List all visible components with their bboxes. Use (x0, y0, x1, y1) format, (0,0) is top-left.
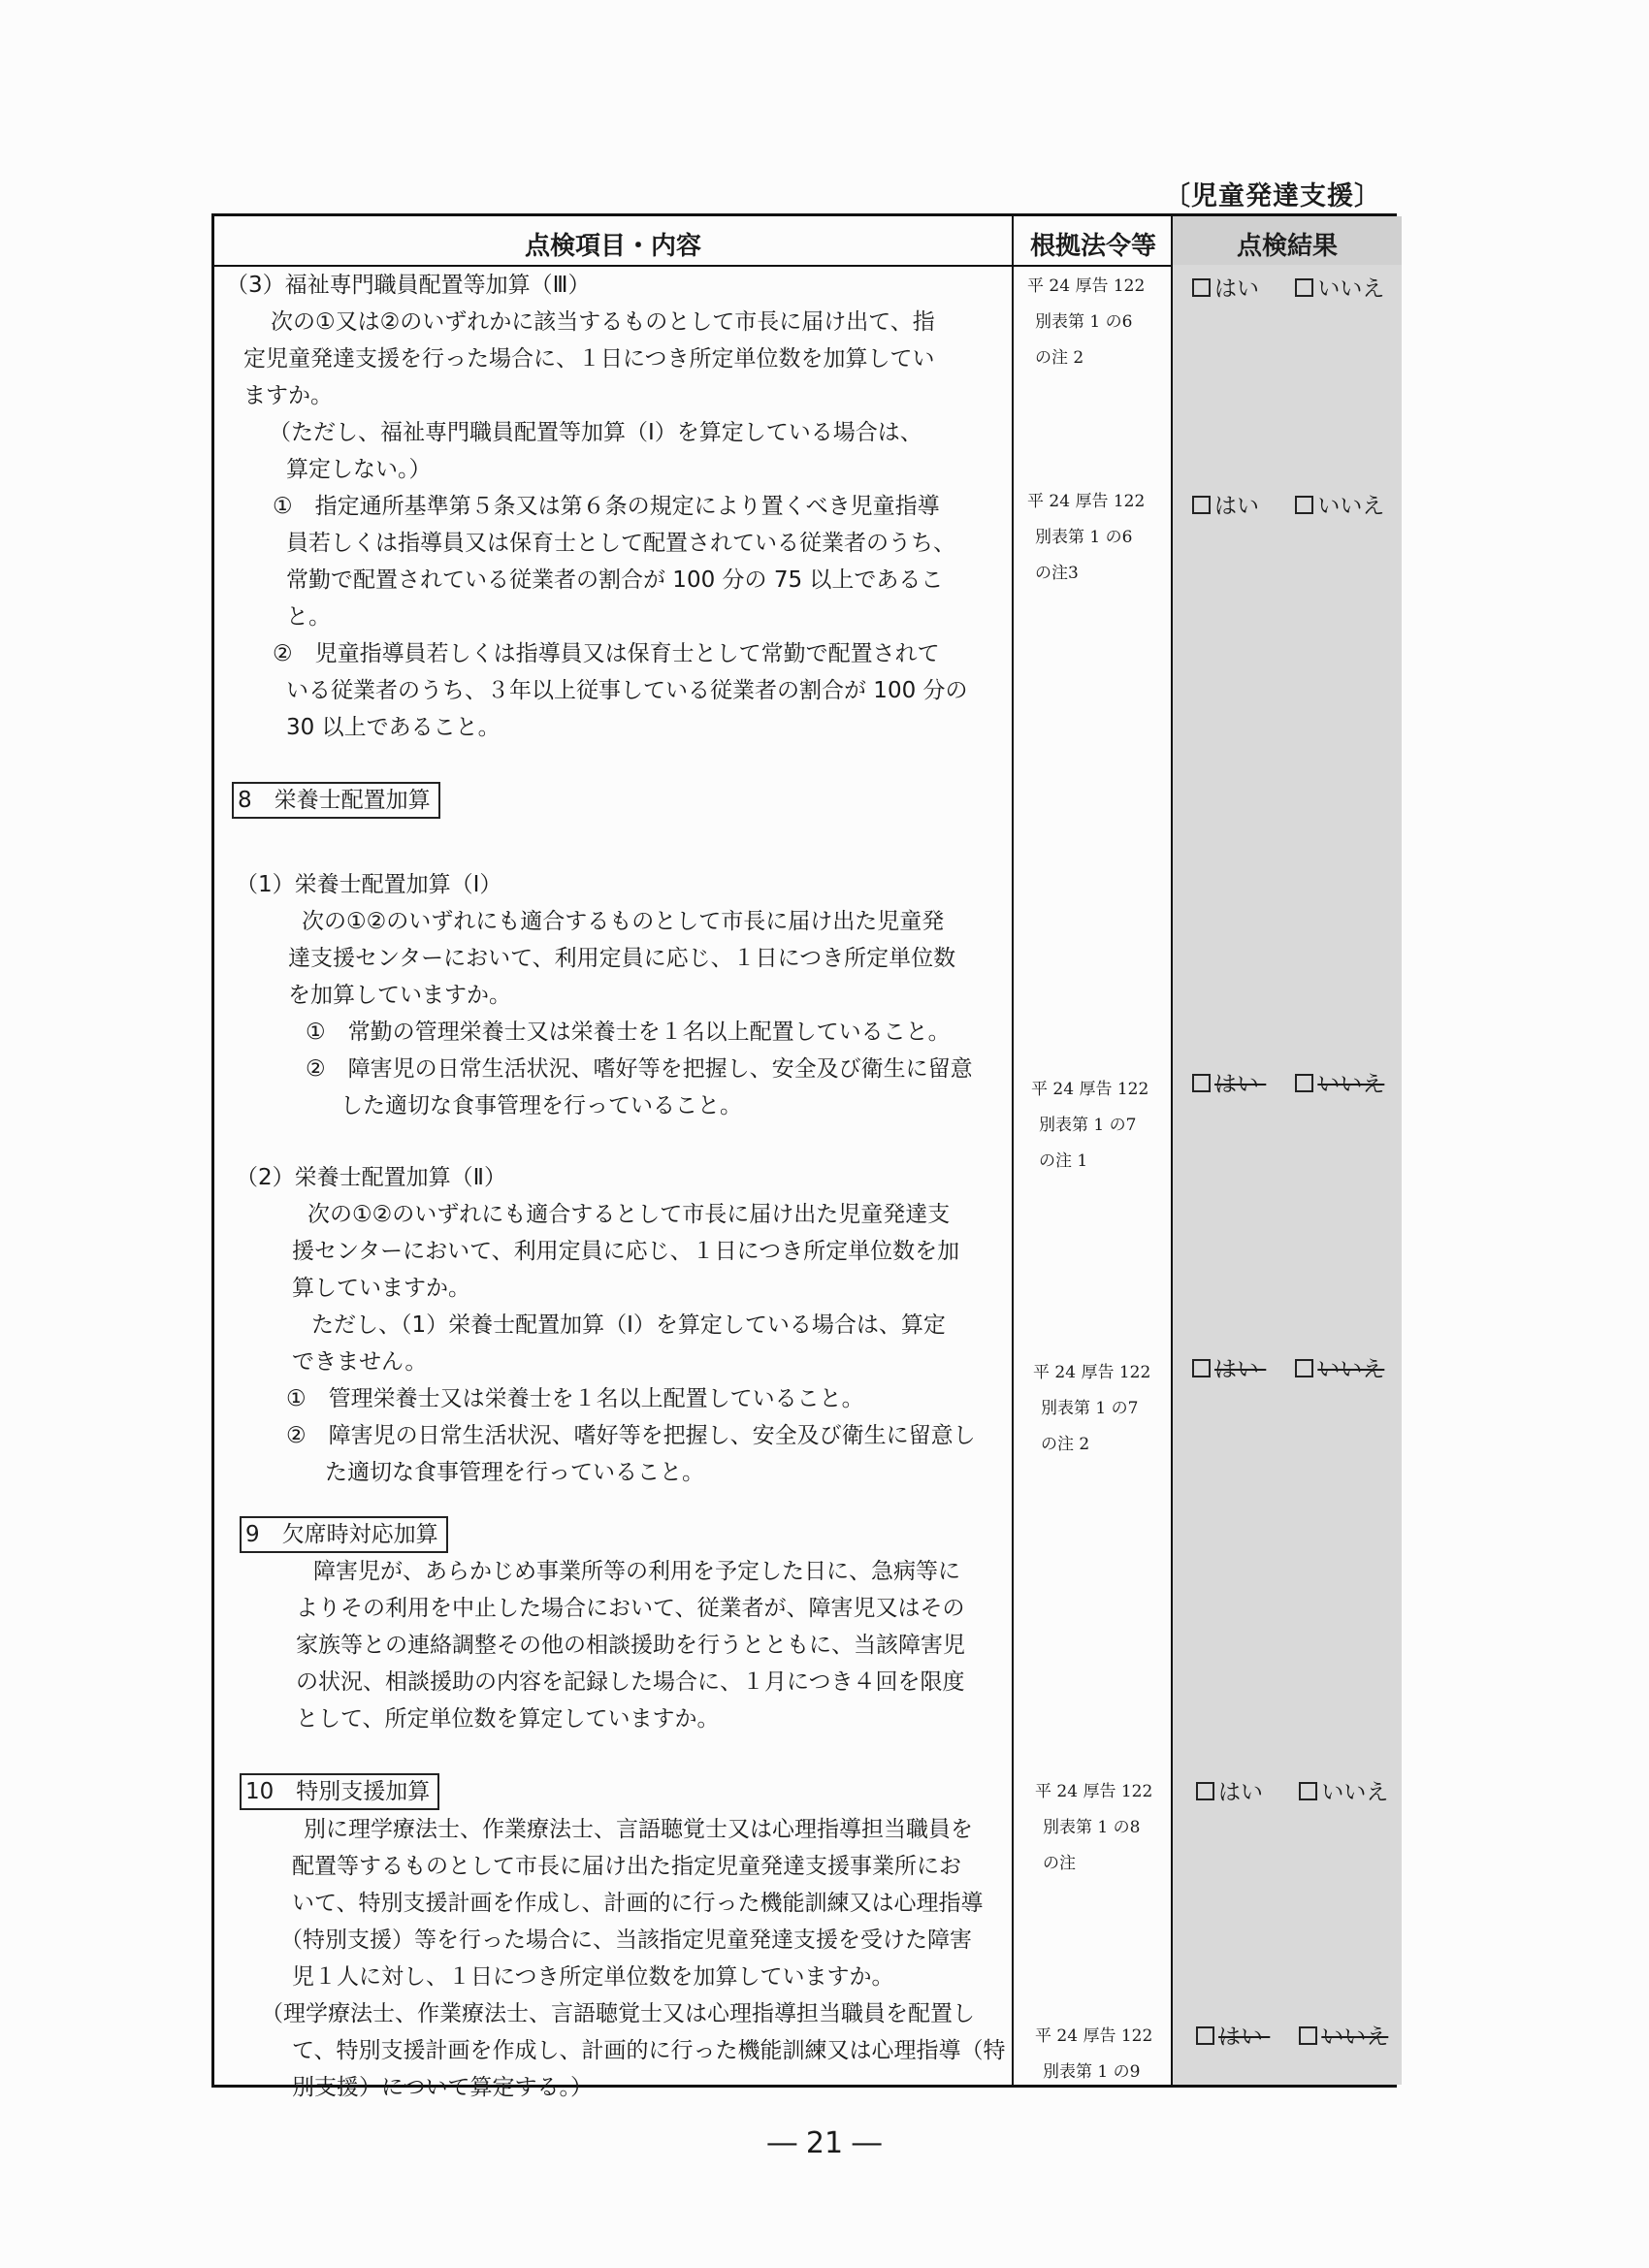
s3-line: 算定しない。） (286, 457, 432, 482)
s10-line: 児１人に対し、１日につき所定単位数を加算していますか。 (292, 1964, 894, 1990)
s9-line: よりその利用を中止した場合において、従業者が、障害児又はその (296, 1596, 965, 1621)
checkbox-no[interactable] (1295, 496, 1313, 514)
result-row-3-struck: はい いいえ (1192, 1066, 1384, 1098)
section-10-title: 10 特別支援加算 (240, 1773, 439, 1810)
s3-line: 常勤で配置されている従業者の割合が 100 分の 75 以上であるこ (286, 567, 944, 593)
checkbox-yes[interactable] (1196, 2026, 1214, 2045)
s82-title: （2）栄養士配置加算（Ⅱ） (236, 1165, 506, 1190)
law-ref-2: 平 24 厚告 122 別表第 1 の6 の注3 (1027, 492, 1146, 583)
s82-line: ② 障害児の日常生活状況、嗜好等を把握し、安全及び衛生に留意し (286, 1423, 976, 1448)
s9-line: の状況、相談援助の内容を記録した場合に、１月につき４回を限度 (296, 1669, 965, 1695)
law-ref-1: 平 24 厚告 122 別表第 1 の6 の注 2 (1027, 276, 1146, 368)
checkbox-no[interactable] (1295, 1074, 1313, 1092)
section-9-title: 9 欠席時対応加算 (240, 1516, 448, 1553)
s10-line: て、特別支援計画を作成し、計画的に行った機能訓練又は心理指導（特 (292, 2038, 1006, 2063)
s81-line: 次の①②のいずれにも適合するものとして市長に届け出た児童発 (302, 909, 945, 934)
law-ref-6: 平 24 厚告 122 別表第 1 の9 (1035, 2026, 1153, 2082)
s3-line: ② 児童指導員若しくは指導員又は保育士として常勤で配置されて (273, 641, 940, 666)
s3-line: ① 指定通所基準第５条又は第６条の規定により置くべき児童指導 (273, 494, 940, 519)
result-row-4-struck: はい いいえ (1192, 1351, 1384, 1383)
s3-line: 定児童発達支援を行った場合に、１日につき所定単位数を加算してい (243, 346, 935, 372)
s10-line: （理学療法士、作業療法士、言語聴覚士又は心理指導担当職員を配置し (261, 2001, 975, 2026)
header-result: 点検結果 (1236, 232, 1338, 261)
s82-line: 援センターにおいて、利用定員に応じ、１日につき所定単位数を加 (292, 1239, 960, 1264)
law-ref-4: 平 24 厚告 122 別表第 1 の7 の注 2 (1033, 1363, 1151, 1454)
s81-line: を加算していますか。 (288, 983, 511, 1008)
section-8-title: 8 栄養士配置加算 (232, 782, 440, 819)
result-row-6-struck: はい いいえ (1196, 2019, 1388, 2051)
s3-line: （ただし、福祉専門職員配置等加算（Ⅰ）を算定している場合は、 (269, 420, 922, 445)
s3-line: 次の①又は②のいずれかに該当するものとして市長に届け出て、指 (271, 309, 935, 335)
s10-line: 別に理学療法士、作業療法士、言語聴覚士又は心理指導担当職員を (304, 1817, 973, 1842)
page-number: ― 21 ― (767, 2126, 882, 2160)
result-row-1: はい いいえ (1192, 271, 1384, 303)
law-ref-3: 平 24 厚告 122 別表第 1 の7 の注 1 (1031, 1080, 1149, 1171)
s82-line: た適切な食事管理を行っていること。 (325, 1460, 704, 1485)
s81-title: （1）栄養士配置加算（Ⅰ） (236, 872, 502, 897)
checkbox-yes-checked[interactable] (1192, 496, 1211, 514)
inspection-table (211, 213, 1397, 2100)
s9-line: 障害児が、あらかじめ事業所等の利用を予定した日に、急病等に (313, 1559, 960, 1584)
s3-line: 30 以上であること。 (286, 715, 501, 740)
s82-line: できません。 (292, 1349, 428, 1375)
s10-line: 配置等するものとして市長に届け出た指定児童発達支援事業所にお (292, 1854, 961, 1879)
s81-line: ① 常勤の管理栄養士又は栄養士を１名以上配置していること。 (306, 1020, 951, 1045)
document-category-label: 〔児童発達支援〕 (1164, 181, 1381, 211)
table-body (214, 265, 1394, 2100)
s81-line: 達支援センターにおいて、利用定員に応じ、１日につき所定単位数 (288, 946, 956, 971)
s9-line: として、所定単位数を算定していますか。 (296, 1706, 720, 1732)
s10-line: いて、特別支援計画を作成し、計画的に行った機能訓練又は心理指導 (292, 1891, 984, 1916)
header-law: 根拠法令等 (1029, 232, 1156, 261)
header-item: 点検項目・内容 (524, 232, 701, 261)
s10-line: （特別支援）等を行った場合に、当該指定児童発達支援を受けた障害 (280, 1928, 972, 1953)
s81-line: した適切な食事管理を行っていること。 (340, 1093, 742, 1118)
s82-line: 次の①②のいずれにも適合するとして市長に届け出た児童発達支 (307, 1202, 951, 1227)
checkbox-yes-checked[interactable] (1196, 1782, 1214, 1800)
result-column (1171, 265, 1402, 2085)
s3-line: ますか。 (243, 383, 333, 408)
checkbox-no[interactable] (1299, 2026, 1317, 2045)
s10-line: 別支援）について算定する。） (292, 2075, 594, 2100)
s82-line: ただし、（1）栄養士配置加算（Ⅰ）を算定している場合は、算定 (311, 1312, 946, 1338)
s82-line: 算していますか。 (292, 1276, 470, 1301)
law-ref-5: 平 24 厚告 122 別表第 1 の8 の注 (1035, 1782, 1153, 1873)
s3-line: いる従業者のうち、３年以上従事している従業者の割合が 100 分の (286, 678, 968, 703)
checkbox-no[interactable] (1299, 1782, 1317, 1800)
result-row-5: はい いいえ (1196, 1774, 1388, 1806)
item-column (214, 265, 1012, 2100)
checkbox-yes[interactable] (1192, 1074, 1211, 1092)
checkbox-yes[interactable] (1192, 1359, 1211, 1377)
checkbox-yes-checked[interactable] (1192, 278, 1211, 297)
table-header (214, 216, 1394, 267)
checkbox-no[interactable] (1295, 278, 1313, 297)
law-column (1012, 265, 1173, 2085)
s3-title: （3）福祉専門職員配置等加算（Ⅲ） (226, 273, 591, 298)
s3-line: 員若しくは指導員又は保育士として配置されている従業者のうち、 (286, 531, 955, 556)
s9-line: 家族等との連絡調整その他の相談援助を行うとともに、当該障害児 (296, 1633, 965, 1658)
s81-line: ② 障害児の日常生活状況、嗜好等を把握し、安全及び衛生に留意 (306, 1056, 973, 1082)
result-row-2: はい いいえ (1192, 488, 1384, 520)
s3-line: と。 (286, 604, 331, 630)
s82-line: ① 管理栄養士又は栄養士を１名以上配置していること。 (286, 1386, 864, 1411)
checkbox-no[interactable] (1295, 1359, 1313, 1377)
